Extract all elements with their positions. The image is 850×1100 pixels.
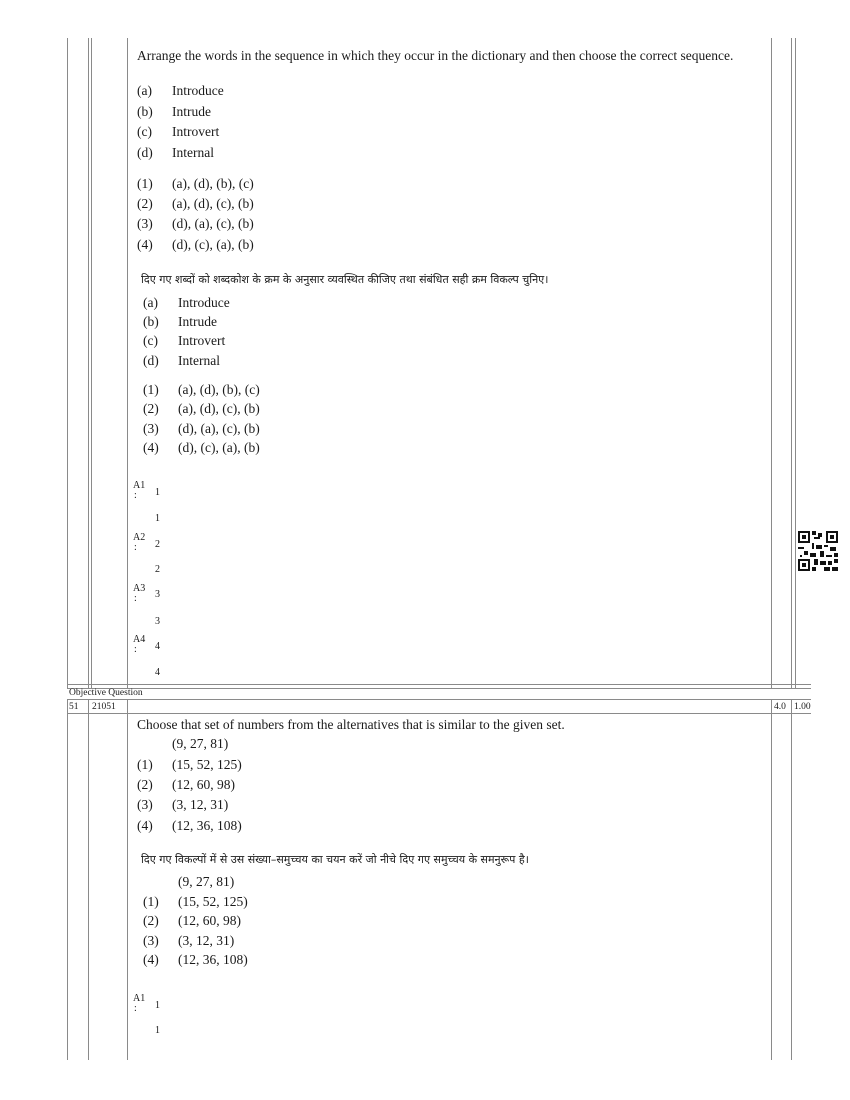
answer-colon: :: [134, 542, 137, 553]
answer-number: 2: [155, 539, 160, 550]
given-set-en: (9, 27, 81): [172, 736, 229, 751]
answer-number: 3: [155, 589, 160, 600]
marks: 4.0: [774, 702, 786, 712]
answer-number: 4: [155, 641, 160, 652]
table-col-divider: [88, 38, 89, 688]
section-label: Objective Question: [69, 688, 143, 698]
question-id: 21051: [92, 702, 116, 712]
table-col-divider: [771, 699, 772, 1060]
qr-code-icon: [798, 531, 838, 571]
table-col-divider: [791, 38, 792, 688]
table-col-divider: [91, 38, 92, 688]
table-col-divider: [791, 699, 792, 1060]
answer-label: A1: [133, 480, 146, 491]
answer-colon: :: [134, 593, 137, 604]
answer-value: 3: [155, 616, 160, 627]
answer-colon: :: [134, 1003, 137, 1014]
question-text-en: Arrange the words in the sequence in which they occur in the dictionary and then choose the correct sequence.: [137, 48, 734, 63]
table-row-divider: [67, 699, 811, 700]
answer-colon: :: [134, 644, 137, 655]
question-text-en: Choose that set of numbers from the alternatives that is similar to the given set.: [137, 717, 565, 732]
table-col-divider: [88, 699, 89, 1060]
table-col-divider: [127, 699, 128, 1060]
question-text-hi: दिए गए विकल्पों में से उस संख्या–समुच्चय का चयन करें जो नीचे दिए गए समुच्चय के समनुरूप है।: [141, 853, 529, 866]
answer-label: A1: [133, 993, 146, 1004]
answer-label: A3: [133, 583, 146, 594]
answer-label: A2: [133, 532, 146, 543]
table-border-left: [67, 699, 68, 1060]
answer-value: 1: [155, 513, 160, 524]
answer-colon: :: [134, 490, 137, 501]
table-col-divider: [771, 38, 772, 688]
answer-number: 1: [155, 1000, 160, 1011]
answer-label: A4: [133, 634, 146, 645]
given-set-hi: (9, 27, 81): [178, 874, 235, 889]
table-border-right: [795, 38, 796, 688]
table-row-divider: [67, 713, 811, 714]
table-row-divider: [67, 688, 811, 689]
question-text-hi: दिए गए शब्दों को शब्दकोश के क्रम के अनुसार व्यवस्थित कीजिए तथा संबंधित सही क्रम विकल्प चुनिए।: [141, 273, 549, 286]
negative-marks: 1.00: [794, 702, 811, 712]
table-border-left: [67, 38, 68, 688]
answer-value: 1: [155, 1025, 160, 1036]
answer-value: 4: [155, 667, 160, 678]
answer-value: 2: [155, 564, 160, 575]
question-number: 51: [69, 702, 79, 712]
answer-number: 1: [155, 487, 160, 498]
table-col-divider: [127, 38, 128, 688]
table-row-divider: [67, 684, 811, 685]
